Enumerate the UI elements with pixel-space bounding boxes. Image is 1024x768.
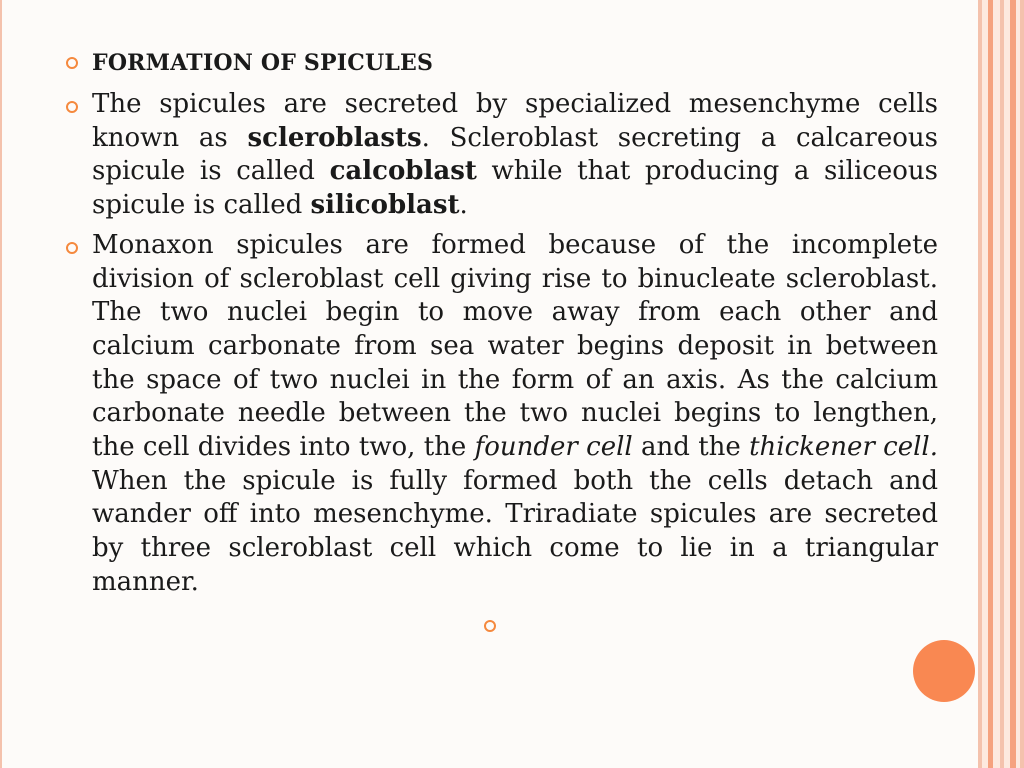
text: The spicules are secreted by specialized mesenchyme cells known as <box>92 89 938 153</box>
stripe <box>1010 0 1016 768</box>
term-scleroblasts: scleroblasts <box>247 122 422 153</box>
term-founder-cell: founder cell <box>474 432 633 463</box>
stripe <box>1000 0 1004 768</box>
bullet-circle-icon <box>66 242 78 254</box>
empty-bullet-circle-icon <box>484 620 496 632</box>
stripe <box>978 0 982 768</box>
text: . <box>459 190 468 221</box>
heading-bullet <box>58 44 938 82</box>
bullet-circle-icon <box>66 101 78 113</box>
text: When the spicule is fully formed both the cells detach and wander off into mesenchyme. Triradiate spicules are secreted by three scleroblast cell which come to lie in a triangular manner. <box>92 465 938 597</box>
paragraph-1 <box>92 88 938 223</box>
orange-circle-decoration <box>913 640 975 702</box>
stripe <box>988 0 993 768</box>
slide-content <box>58 44 938 606</box>
term-thickener-cell: thickener cell. <box>749 432 939 463</box>
paragraph-2 <box>92 229 938 600</box>
text: . Scleroblast secreting a calcareous spicule is called <box>92 122 938 187</box>
stripe <box>1020 0 1024 768</box>
term-silicoblast: silicoblast <box>310 190 460 221</box>
left-border <box>0 0 6 768</box>
text: Monaxon spicules are formed because of the incomplete division of scleroblast cell giving rise to binucleate scleroblast. The two nuclei begin to move away from each other and calcium carbonate from sea water begins deposit in between the space of two nuclei in the form of an axis. As the calcium carbonate needle between the two nuclei begins to lengthen, the cell divides into two, the <box>92 229 938 463</box>
paragraph-bullet-2 <box>58 229 938 600</box>
text: while that producing a siliceous spicule is called <box>92 156 938 221</box>
term-calcoblast: calcoblast <box>329 156 477 187</box>
right-decorative-stripes <box>978 0 1024 768</box>
bullet-circle-icon <box>66 57 78 69</box>
text: and the <box>632 432 750 463</box>
slide-title: FORMATION OF SPICULES <box>92 50 434 76</box>
paragraph-bullet-1 <box>58 88 938 223</box>
